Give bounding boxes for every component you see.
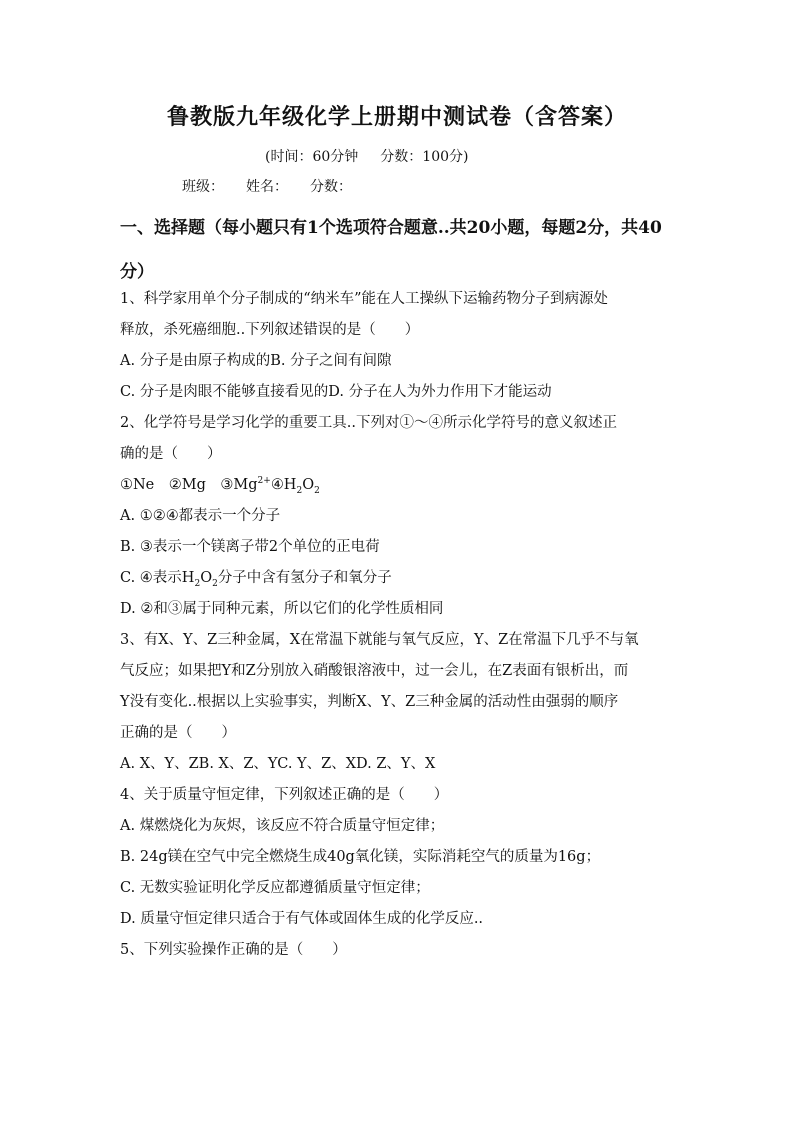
option-text: C. ④表示H: [120, 570, 195, 586]
question-5: [120, 935, 680, 966]
subscript: 2: [296, 485, 303, 496]
total-score: 分数：100分): [380, 149, 469, 165]
option-text: O: [200, 570, 213, 586]
question-text: 4、关于质量守恒定律，下列叙述正确的是（ ）: [120, 787, 449, 803]
charge-superscript: 2+: [257, 476, 271, 487]
question-list: [120, 284, 680, 966]
option-line: A. 分子是由原子构成的B. 分子之间有间隙: [120, 353, 392, 369]
option-line: D. 质量守恒定律只适合于有气体或固体生成的化学反应..: [120, 911, 484, 927]
question-1: [120, 284, 680, 408]
question-4: [120, 780, 680, 935]
question-text: 3、有X、Y、Z三种金属，X在常温下就能与氧气反应，Y、Z在常温下几乎不与氧: [120, 632, 639, 648]
question-text: 2、化学符号是学习化学的重要工具..下列对①～④所示化学符号的意义叙述正: [120, 415, 617, 431]
symbol-text: O: [302, 477, 315, 493]
section-heading: 一、选择题（每小题只有1个选项符合题意..共20小题，每题2分，共40分）: [120, 218, 662, 282]
question-text: 气反应；如果把Y和Z分别放入硝酸银溶液中，过一会儿，在Z表面有银析出，而: [120, 663, 629, 679]
chemical-symbols: [120, 470, 680, 501]
option-line: A. 煤燃烧化为灰烬，该反应不符合质量守恒定律；: [120, 818, 445, 834]
option-line: B. 24g镁在空气中完全燃烧生成40g氧化镁，实际消耗空气的质量为16g；: [120, 849, 601, 865]
question-text: 确的是（ ）: [120, 446, 222, 462]
question-text: 释放，杀死癌细胞..下列叙述错误的是（ ）: [120, 322, 420, 338]
name-label: 姓名：: [246, 179, 288, 195]
option-line: D. ②和③属于同种元素，所以它们的化学性质相同: [120, 601, 444, 617]
exam-meta: [265, 146, 468, 166]
question-3: [120, 625, 680, 780]
question-text: Y没有变化..根据以上实验事实，判断X、Y、Z三种金属的活动性由强弱的顺序: [120, 694, 619, 710]
score-label: 分数：: [310, 179, 352, 195]
student-info: [182, 176, 374, 196]
symbol-text: ①Ne ②Mg ③Mg: [120, 477, 258, 493]
subscript: 2: [194, 578, 201, 589]
question-text: 正确的是（ ）: [120, 725, 236, 741]
option-line: C. 无数实验证明化学反应都遵循质量守恒定律；: [120, 880, 430, 896]
symbol-text: ④H: [270, 477, 297, 493]
question-2: [120, 408, 680, 625]
option-line: C. 分子是肉眼不能够直接看见的D. 分子在人为外力作用下才能运动: [120, 384, 552, 400]
page-title: 鲁教版九年级化学上册期中测试卷（含答案）: [166, 104, 627, 130]
class-label: 班级：: [182, 179, 224, 195]
option-text: 分子中含有氢分子和氧分子: [217, 570, 392, 586]
option-line: A. X、Y、ZB. X、Z、YC. Y、Z、XD. Z、Y、X: [120, 756, 436, 772]
option-line: [120, 563, 680, 594]
question-text: 5、下列实验操作正确的是（ ）: [120, 942, 347, 958]
subscript: 2: [314, 485, 320, 496]
question-text: 1、科学家用单个分子制成的“纳米车”能在人工操纵下运输药物分子到病源处: [120, 291, 609, 307]
option-line: B. ③表示一个镁离子带2个单位的正电荷: [120, 539, 380, 555]
subscript: 2: [212, 578, 218, 589]
time-limit: (时间：60分钟: [265, 149, 359, 165]
option-line: A. ①②④都表示一个分子: [120, 508, 281, 524]
